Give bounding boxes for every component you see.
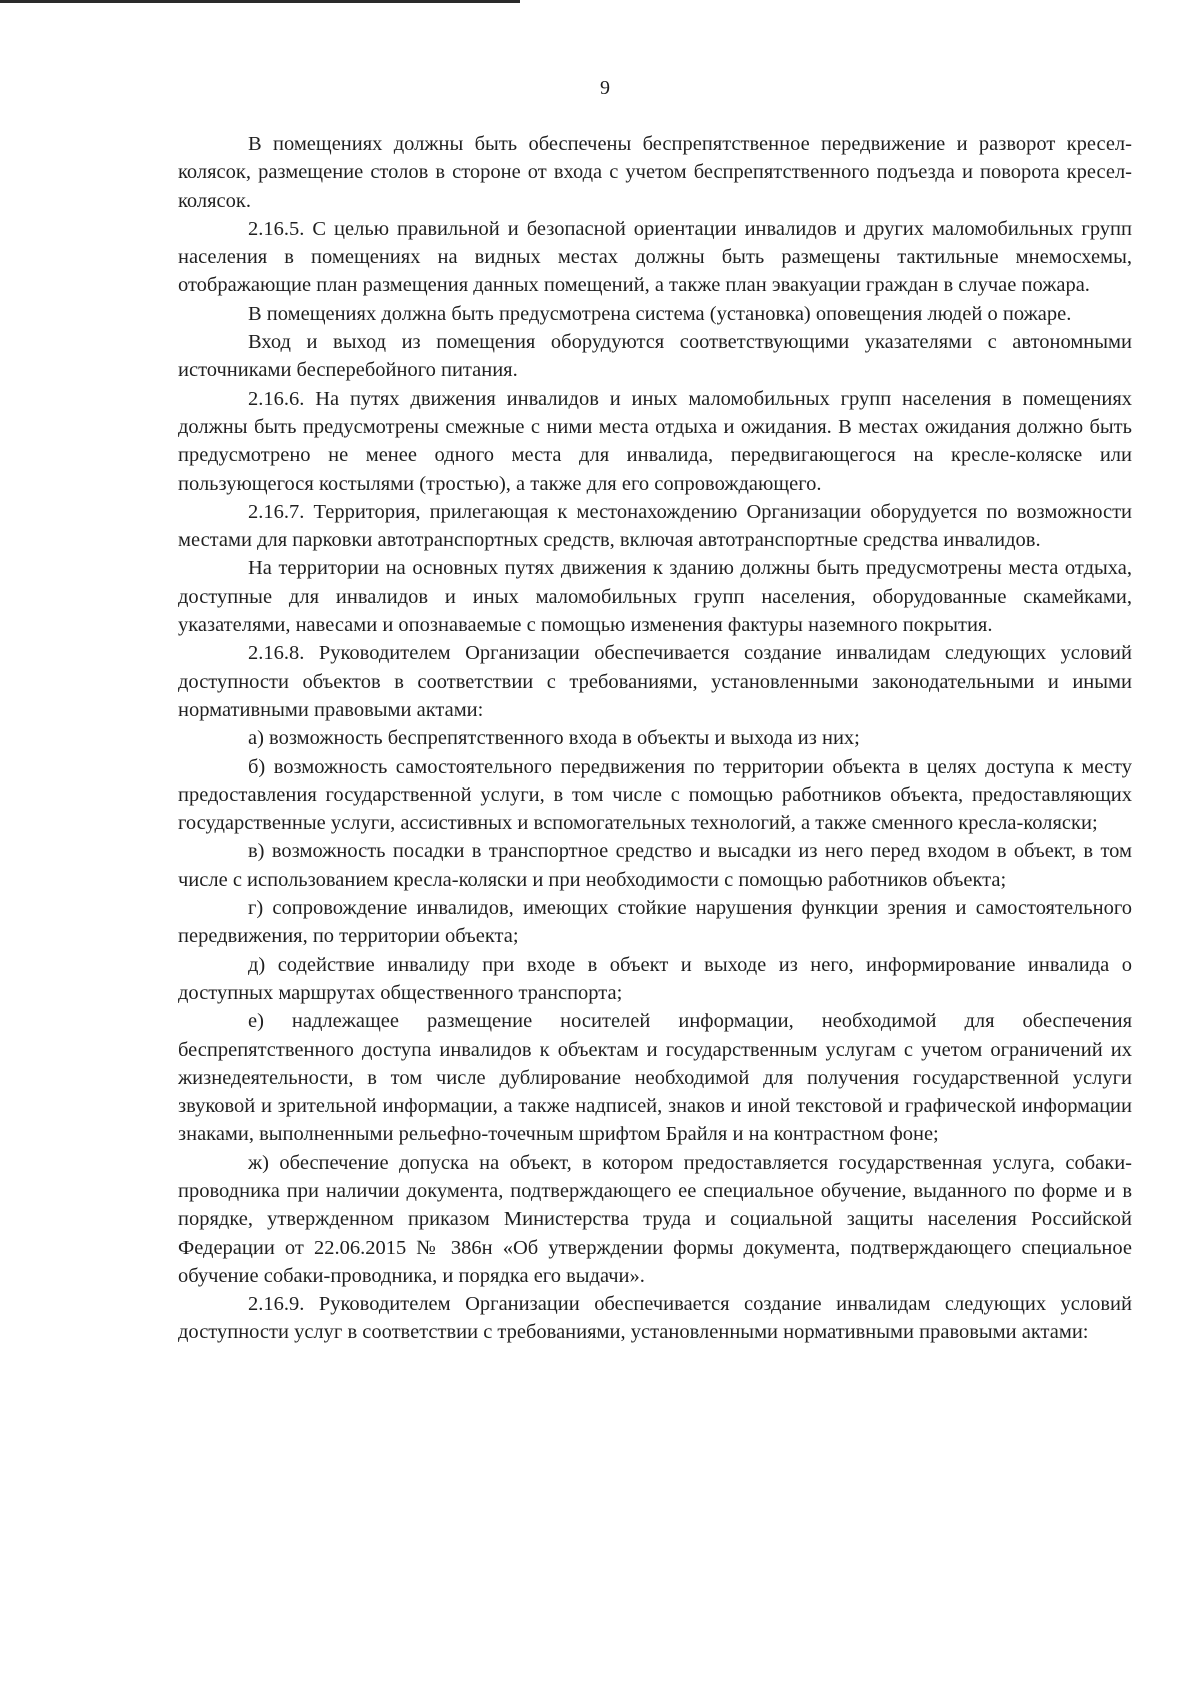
page-number: 9 <box>600 77 610 99</box>
paragraph-2-16-9: 2.16.9. Руководителем Организации обеспечивается создание инвалидам следующих условий доступности услуг в соответствии с требованиями, установленными нормативными правовыми актами: <box>178 1293 1132 1344</box>
list-item-v: в) возможность посадки в транспортное средство и высадки из него перед входом в объект, в том числе с использованием кресла-коляски и при необходимости с помощью работников объекта; <box>178 840 1132 891</box>
paragraph-rooms-access: В помещениях должны быть обеспечены беспрепятственное передвижение и разворот кресел-колясок, размещение столов в стороне от входа с учетом беспрепятственного подъезда и поворота кресел-колясок. <box>178 133 1132 212</box>
paragraph-2-16-5: 2.16.5. С целью правильной и безопасной ориентации инвалидов и других маломобильных групп населения в помещениях на видных местах должны быть размещены тактильные мнемосхемы, отображающие план размещения данных помещений, а также план эвакуации граждан в случае пожара. <box>178 217 1132 297</box>
paragraph-2-16-7: 2.16.7. Территория, прилегающая к местонахождению Организации оборудуется по возможности местами для парковки автотранспортных средств, включая автотранспортные средства инвалидов. <box>178 500 1132 552</box>
list-item-g: г) сопровождение инвалидов, имеющих стойкие нарушения функции зрения и самостоятельного передвижения, по территории объекта; <box>178 897 1132 948</box>
list-item-d: д) содействие инвалиду при входе в объект и выходе из него, информирование инвалида о доступных маршрутах общественного транспорта; <box>178 953 1132 1004</box>
paragraph-fire-alert: В помещениях должна быть предусмотрена система (установка) оповещения людей о пожаре. <box>248 302 1072 325</box>
list-item-zh: ж) обеспечение допуска на объект, в котором предоставляется государственная услуга, собаки-проводника при наличии документа, подтверждающего ее специальное обучение, выданного по форме и в порядке, утвержденном приказом Министерства труда и социальной защиты населения Российской Федерации от 22.06.2015 № 386н «Об утверждении формы документа, подтверждающего специальное обучение собаки-проводника, и порядка его выдачи». <box>178 1151 1132 1287</box>
paragraph-2-16-8: 2.16.8. Руководителем Организации обеспечивается создание инвалидам следующих условий доступности объектов в соответствии с требованиями, установленными законодательными и иными нормативными правовыми актами: <box>178 642 1132 721</box>
list-item-a: а) возможность беспрепятственного входа в объекты и выхода из них; <box>248 727 860 750</box>
paragraph-2-16-6: 2.16.6. На путях движения инвалидов и иных маломобильных групп населения в помещениях должны быть предусмотрены смежные с ними места отдыха и ожидания. В местах ожидания должно быть предусмотрено не менее одного места для инвалида, передвигающегося на кресле-коляске или пользующегося костылями (тростью), а также для его сопровождающего. <box>178 387 1132 495</box>
paragraph-territory-rest: На территории на основных путях движения к зданию должны быть предусмотрены места отдыха, доступные для инвалидов и иных маломобильных групп населения, оборудованные скамейками, указателями, навесами и опознаваемые с помощью изменения фактуры наземного покрытия. <box>178 557 1132 637</box>
list-item-b: б) возможность самостоятельного передвижения по территории объекта в целях доступа к месту предоставления государственной услуги, в том числе с помощью работников объекта, предоставляющих государственные услуги, ассистивных и вспомогательных технологий, а также сменного кресла-коляски; <box>178 755 1132 835</box>
paragraph-entrance-exit: Вход и выход из помещения оборудуются соответствующими указателями с автономными источниками бесперебойного питания. <box>178 331 1132 382</box>
list-item-e: е) надлежащее размещение носителей информации, необходимой для обеспечения беспрепятственного доступа инвалидов к объектам и государственным услугам с учетом ограничений их жизнедеятельности, в том числе дублирование необходимой для получения государственной услуги звуковой и зрительной информации, а также надписей, знаков и иной текстовой и графической информации знаками, выполненными рельефно-точечным шрифтом Брайля и на контрастном фоне; <box>178 1010 1132 1146</box>
